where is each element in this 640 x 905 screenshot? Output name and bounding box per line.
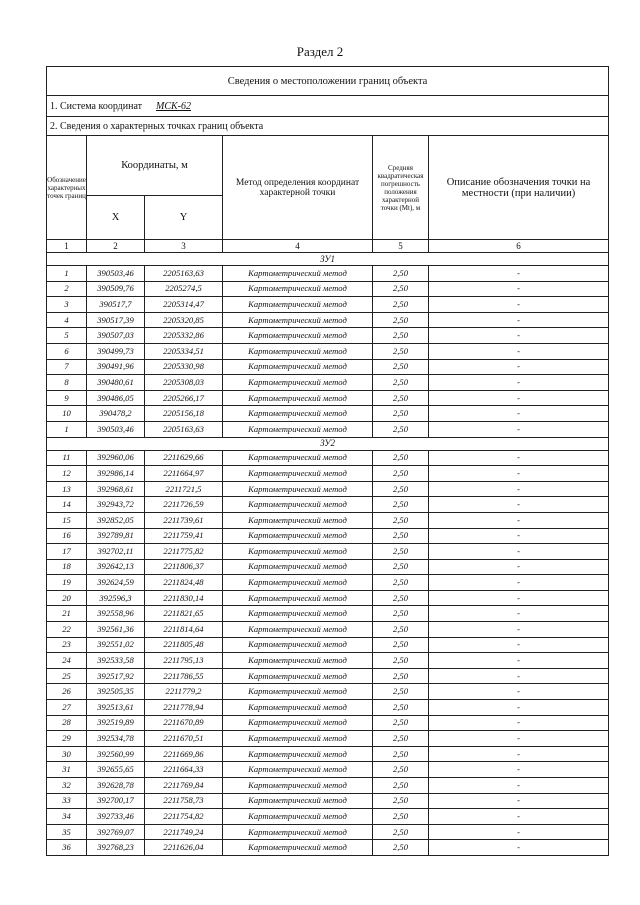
col-number: 6 (429, 240, 609, 253)
method-cell: Картометрический метод (223, 731, 373, 747)
table-row (47, 481, 609, 497)
method-cell: Картометрический метод (223, 481, 373, 497)
point-number-cell: 16 (47, 528, 87, 544)
x-coord-cell: 390503,46 (87, 266, 145, 282)
accuracy-cell: 2,50 (373, 684, 429, 700)
method-cell: Картометрический метод (223, 840, 373, 856)
description-cell: - (429, 700, 609, 716)
table-row (47, 266, 609, 282)
x-coord-cell: 392852,05 (87, 512, 145, 528)
point-number-cell: 22 (47, 622, 87, 638)
description-cell: - (429, 512, 609, 528)
x-coord-cell: 392789,81 (87, 528, 145, 544)
x-coord-cell: 390517,39 (87, 312, 145, 328)
x-coord-cell: 392505,35 (87, 684, 145, 700)
accuracy-cell: 2,50 (373, 481, 429, 497)
method-cell: Картометрический метод (223, 281, 373, 297)
y-coord-cell: 2211805,48 (145, 637, 223, 653)
y-coord-cell: 2211629,66 (145, 450, 223, 466)
method-cell: Картометрический метод (223, 343, 373, 359)
method-cell: Картометрический метод (223, 528, 373, 544)
x-coord-cell: 392513,61 (87, 700, 145, 716)
x-coord-cell: 392968,61 (87, 481, 145, 497)
method-cell: Картометрический метод (223, 622, 373, 638)
x-coord-cell: 390503,46 (87, 421, 145, 437)
section-title: Раздел 2 (296, 44, 344, 59)
accuracy-cell: 2,50 (373, 793, 429, 809)
x-coord-cell: 392560,99 (87, 746, 145, 762)
point-number-cell: 28 (47, 715, 87, 731)
table-title: Сведения о местоположении границ объекта (47, 67, 609, 96)
accuracy-cell: 2,50 (373, 840, 429, 856)
description-cell: - (429, 637, 609, 653)
y-coord-cell: 2205266,17 (145, 390, 223, 406)
y-coord-cell: 2211626,04 (145, 840, 223, 856)
description-cell: - (429, 375, 609, 391)
y-coord-cell: 2205320,85 (145, 312, 223, 328)
method-cell: Картометрический метод (223, 497, 373, 513)
description-cell: - (429, 590, 609, 606)
table-row (47, 544, 609, 560)
accuracy-cell: 2,50 (373, 590, 429, 606)
y-coord-cell: 2211795,13 (145, 653, 223, 669)
y-coord-cell: 2205332,86 (145, 328, 223, 344)
point-number-cell: 31 (47, 762, 87, 778)
table-row (47, 528, 609, 544)
description-cell: - (429, 266, 609, 282)
description-cell: - (429, 746, 609, 762)
table-row (47, 684, 609, 700)
method-cell: Картометрический метод (223, 637, 373, 653)
accuracy-cell: 2,50 (373, 809, 429, 825)
table-row (47, 762, 609, 778)
accuracy-cell: 2,50 (373, 359, 429, 375)
col-number: 2 (87, 240, 145, 253)
method-cell: Картометрический метод (223, 590, 373, 606)
coord-system-label: 1. Система координат (50, 100, 143, 112)
accuracy-cell: 2,50 (373, 731, 429, 747)
accuracy-cell: 2,50 (373, 668, 429, 684)
accuracy-cell: 2,50 (373, 497, 429, 513)
table-body (47, 67, 609, 856)
x-coord-cell: 390509,76 (87, 281, 145, 297)
point-number-cell: 13 (47, 481, 87, 497)
x-coord-cell: 392561,36 (87, 622, 145, 638)
table-row (47, 512, 609, 528)
accuracy-cell: 2,50 (373, 762, 429, 778)
y-coord-cell: 2211664,33 (145, 762, 223, 778)
method-cell: Картометрический метод (223, 793, 373, 809)
table-row (47, 731, 609, 747)
col-number: 5 (373, 240, 429, 253)
y-coord-cell: 2211786,55 (145, 668, 223, 684)
point-number-cell: 19 (47, 575, 87, 591)
x-coord-cell: 392628,78 (87, 778, 145, 794)
description-cell: - (429, 622, 609, 638)
accuracy-cell: 2,50 (373, 746, 429, 762)
description-cell: - (429, 297, 609, 313)
x-coord-cell: 392517,92 (87, 668, 145, 684)
table-row (47, 793, 609, 809)
method-cell: Картометрический метод (223, 312, 373, 328)
description-cell: - (429, 497, 609, 513)
y-coord-cell: 2211664,97 (145, 466, 223, 482)
y-coord-cell: 2205274,5 (145, 281, 223, 297)
x-coord-cell: 392986,14 (87, 466, 145, 482)
x-coord-cell: 392960,06 (87, 450, 145, 466)
y-coord-cell: 2211670,89 (145, 715, 223, 731)
table-row (47, 328, 609, 344)
x-coord-cell: 392624,59 (87, 575, 145, 591)
point-number-cell: 10 (47, 406, 87, 422)
method-cell: Картометрический метод (223, 778, 373, 794)
col-header-y: Y (145, 196, 223, 240)
y-coord-cell: 2211739,61 (145, 512, 223, 528)
method-cell: Картометрический метод (223, 809, 373, 825)
method-cell: Картометрический метод (223, 375, 373, 391)
accuracy-cell: 2,50 (373, 390, 429, 406)
method-cell: Картометрический метод (223, 406, 373, 422)
description-cell: - (429, 406, 609, 422)
coord-system-value: МСК-62 (156, 100, 192, 112)
method-cell: Картометрический метод (223, 606, 373, 622)
y-coord-cell: 2211806,37 (145, 559, 223, 575)
method-cell: Картометрический метод (223, 746, 373, 762)
accuracy-cell: 2,50 (373, 778, 429, 794)
table-row (47, 559, 609, 575)
column-header-row (47, 136, 609, 196)
description-cell: - (429, 809, 609, 825)
description-cell: - (429, 328, 609, 344)
x-coord-cell: 390517,7 (87, 297, 145, 313)
table-row (47, 809, 609, 825)
table-row (47, 497, 609, 513)
table-row (47, 575, 609, 591)
description-cell: - (429, 762, 609, 778)
col-header-description: Описание обозначения точки на местности (при наличии) (429, 136, 609, 240)
method-cell: Картометрический метод (223, 512, 373, 528)
description-cell: - (429, 343, 609, 359)
accuracy-cell: 2,50 (373, 606, 429, 622)
table-row (47, 297, 609, 313)
table-row (47, 606, 609, 622)
table-row (47, 668, 609, 684)
coord-system-cell (47, 96, 609, 117)
group-row (47, 253, 609, 266)
description-cell: - (429, 778, 609, 794)
description-cell: - (429, 312, 609, 328)
accuracy-cell: 2,50 (373, 700, 429, 716)
accuracy-cell: 2,50 (373, 343, 429, 359)
y-coord-cell: 2205156,18 (145, 406, 223, 422)
table-row (47, 281, 609, 297)
method-cell: Картометрический метод (223, 668, 373, 684)
point-number-cell: 9 (47, 390, 87, 406)
y-coord-cell: 2211779,2 (145, 684, 223, 700)
points-label: 2. Сведения о характерных точках границ объекта (47, 117, 609, 136)
method-cell: Картометрический метод (223, 328, 373, 344)
method-cell: Картометрический метод (223, 266, 373, 282)
col-header-x: X (87, 196, 145, 240)
point-number-cell: 20 (47, 590, 87, 606)
point-number-cell: 26 (47, 684, 87, 700)
x-coord-cell: 392642,13 (87, 559, 145, 575)
point-number-cell: 18 (47, 559, 87, 575)
method-cell: Картометрический метод (223, 653, 373, 669)
point-number-cell: 1 (47, 266, 87, 282)
table-row (47, 390, 609, 406)
col-header-coords: Координаты, м (87, 136, 223, 196)
x-coord-cell: 392534,78 (87, 731, 145, 747)
point-number-cell: 2 (47, 281, 87, 297)
accuracy-cell: 2,50 (373, 421, 429, 437)
description-cell: - (429, 466, 609, 482)
y-coord-cell: 2205330,98 (145, 359, 223, 375)
accuracy-cell: 2,50 (373, 528, 429, 544)
point-number-cell: 33 (47, 793, 87, 809)
point-number-cell: 4 (47, 312, 87, 328)
y-coord-cell: 2211814,64 (145, 622, 223, 638)
x-coord-cell: 392558,96 (87, 606, 145, 622)
method-cell: Картометрический метод (223, 715, 373, 731)
method-cell: Картометрический метод (223, 559, 373, 575)
method-cell: Картометрический метод (223, 762, 373, 778)
x-coord-cell: 392551,02 (87, 637, 145, 653)
accuracy-cell: 2,50 (373, 512, 429, 528)
method-cell: Картометрический метод (223, 684, 373, 700)
description-cell: - (429, 606, 609, 622)
table-row (47, 637, 609, 653)
accuracy-cell: 2,50 (373, 824, 429, 840)
point-number-cell: 24 (47, 653, 87, 669)
x-coord-cell: 392943,72 (87, 497, 145, 513)
y-coord-cell: 2211759,41 (145, 528, 223, 544)
y-coord-cell: 2211670,51 (145, 731, 223, 747)
table-row (47, 312, 609, 328)
group-row (47, 437, 609, 450)
point-number-cell: 30 (47, 746, 87, 762)
point-number-cell: 35 (47, 824, 87, 840)
method-cell: Картометрический метод (223, 575, 373, 591)
accuracy-cell: 2,50 (373, 450, 429, 466)
group-name: ЗУ1 (47, 253, 609, 266)
table-row (47, 840, 609, 856)
points-label-row (47, 117, 609, 136)
y-coord-cell: 2205308,03 (145, 375, 223, 391)
point-number-cell: 7 (47, 359, 87, 375)
table-row (47, 653, 609, 669)
accuracy-cell: 2,50 (373, 375, 429, 391)
col-header-point: Обозначение характерных точек границ (47, 136, 87, 240)
method-cell: Картометрический метод (223, 359, 373, 375)
point-number-cell: 12 (47, 466, 87, 482)
accuracy-cell: 2,50 (373, 715, 429, 731)
description-cell: - (429, 281, 609, 297)
method-cell: Картометрический метод (223, 297, 373, 313)
description-cell: - (429, 544, 609, 560)
method-cell: Картометрический метод (223, 544, 373, 560)
x-coord-cell: 390491,96 (87, 359, 145, 375)
y-coord-cell: 2211821,65 (145, 606, 223, 622)
description-cell: - (429, 715, 609, 731)
accuracy-cell: 2,50 (373, 575, 429, 591)
method-cell: Картометрический метод (223, 390, 373, 406)
accuracy-cell: 2,50 (373, 653, 429, 669)
table-row (47, 700, 609, 716)
description-cell: - (429, 528, 609, 544)
table-row (47, 715, 609, 731)
y-coord-cell: 2211830,14 (145, 590, 223, 606)
point-number-cell: 8 (47, 375, 87, 391)
accuracy-cell: 2,50 (373, 328, 429, 344)
x-coord-cell: 392702,11 (87, 544, 145, 560)
point-number-cell: 5 (47, 328, 87, 344)
y-coord-cell: 2205314,47 (145, 297, 223, 313)
point-number-cell: 17 (47, 544, 87, 560)
x-coord-cell: 390507,03 (87, 328, 145, 344)
description-cell: - (429, 481, 609, 497)
description-cell: - (429, 668, 609, 684)
col-header-method: Метод определения координат характерной точки (223, 136, 373, 240)
table-row (47, 359, 609, 375)
y-coord-cell: 2211721,5 (145, 481, 223, 497)
table-row (47, 590, 609, 606)
x-coord-cell: 392519,89 (87, 715, 145, 731)
accuracy-cell: 2,50 (373, 559, 429, 575)
accuracy-cell: 2,50 (373, 406, 429, 422)
table-row (47, 622, 609, 638)
x-coord-cell: 390486,05 (87, 390, 145, 406)
point-number-cell: 34 (47, 809, 87, 825)
table-row (47, 466, 609, 482)
accuracy-cell: 2,50 (373, 466, 429, 482)
point-number-cell: 11 (47, 450, 87, 466)
description-cell: - (429, 684, 609, 700)
description-cell: - (429, 793, 609, 809)
point-number-cell: 25 (47, 668, 87, 684)
method-cell: Картометрический метод (223, 466, 373, 482)
point-number-cell: 36 (47, 840, 87, 856)
description-cell: - (429, 450, 609, 466)
description-cell: - (429, 359, 609, 375)
point-number-cell: 15 (47, 512, 87, 528)
group-name: ЗУ2 (47, 437, 609, 450)
table-row (47, 746, 609, 762)
point-number-cell: 32 (47, 778, 87, 794)
description-cell: - (429, 731, 609, 747)
y-coord-cell: 2211754,82 (145, 809, 223, 825)
method-cell: Картометрический метод (223, 700, 373, 716)
description-cell: - (429, 653, 609, 669)
col-header-accuracy: Средняя квадратическая погрешность положения характерной точки (Mt), м (373, 136, 429, 240)
point-number-cell: 3 (47, 297, 87, 313)
description-cell: - (429, 559, 609, 575)
table-title-row (47, 67, 609, 96)
table-row (47, 824, 609, 840)
table-row (47, 343, 609, 359)
accuracy-cell: 2,50 (373, 312, 429, 328)
accuracy-cell: 2,50 (373, 544, 429, 560)
point-number-cell: 21 (47, 606, 87, 622)
table-row (47, 450, 609, 466)
point-number-cell: 23 (47, 637, 87, 653)
table-row (47, 406, 609, 422)
description-cell: - (429, 824, 609, 840)
y-coord-cell: 2211758,73 (145, 793, 223, 809)
x-coord-cell: 392533,58 (87, 653, 145, 669)
col-number: 4 (223, 240, 373, 253)
description-cell: - (429, 390, 609, 406)
description-cell: - (429, 840, 609, 856)
y-coord-cell: 2211726,59 (145, 497, 223, 513)
description-cell: - (429, 575, 609, 591)
point-number-cell: 6 (47, 343, 87, 359)
method-cell: Картометрический метод (223, 421, 373, 437)
y-coord-cell: 2211778,94 (145, 700, 223, 716)
col-number: 3 (145, 240, 223, 253)
method-cell: Картометрический метод (223, 824, 373, 840)
x-coord-cell: 390499,73 (87, 343, 145, 359)
x-coord-cell: 392596,3 (87, 590, 145, 606)
accuracy-cell: 2,50 (373, 297, 429, 313)
point-number-cell: 1 (47, 421, 87, 437)
col-number: 1 (47, 240, 87, 253)
x-coord-cell: 390480,61 (87, 375, 145, 391)
method-cell: Картометрический метод (223, 450, 373, 466)
y-coord-cell: 2211769,84 (145, 778, 223, 794)
y-coord-cell: 2211775,82 (145, 544, 223, 560)
table-row (47, 421, 609, 437)
boundary-points-table (46, 66, 609, 856)
y-coord-cell: 2205163,63 (145, 266, 223, 282)
table-row (47, 375, 609, 391)
x-coord-cell: 390478,2 (87, 406, 145, 422)
point-number-cell: 29 (47, 731, 87, 747)
y-coord-cell: 2205163,63 (145, 421, 223, 437)
point-number-cell: 27 (47, 700, 87, 716)
x-coord-cell: 392769,07 (87, 824, 145, 840)
accuracy-cell: 2,50 (373, 281, 429, 297)
y-coord-cell: 2211669,86 (145, 746, 223, 762)
x-coord-cell: 392768,23 (87, 840, 145, 856)
accuracy-cell: 2,50 (373, 637, 429, 653)
point-number-cell: 14 (47, 497, 87, 513)
y-coord-cell: 2211824,48 (145, 575, 223, 591)
accuracy-cell: 2,50 (373, 266, 429, 282)
coord-system-row (47, 96, 609, 117)
x-coord-cell: 392700,17 (87, 793, 145, 809)
table-row (47, 778, 609, 794)
y-coord-cell: 2205334,51 (145, 343, 223, 359)
column-number-row (47, 240, 609, 253)
y-coord-cell: 2211749,24 (145, 824, 223, 840)
description-cell: - (429, 421, 609, 437)
x-coord-cell: 392733,46 (87, 809, 145, 825)
accuracy-cell: 2,50 (373, 622, 429, 638)
x-coord-cell: 392655,65 (87, 762, 145, 778)
